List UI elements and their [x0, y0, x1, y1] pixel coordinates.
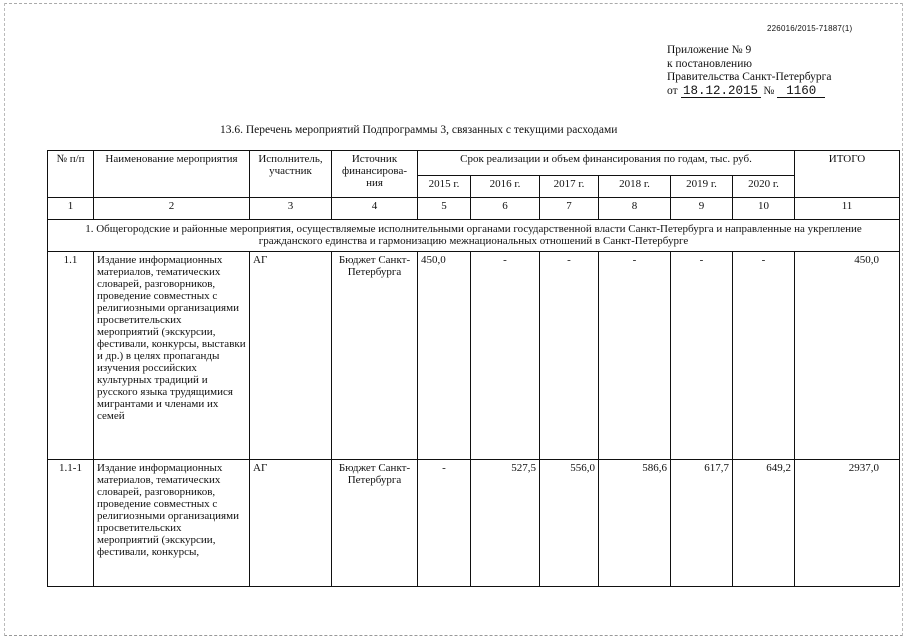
- row-executor: АГ: [250, 460, 332, 587]
- row-value-2017: 556,0: [540, 460, 599, 587]
- row-name: Издание информационных материалов, тематических словарей, разговорников, проведение совместных с религиозными организациями просветительских мероприятий (экскурсии, фестивали, конкурсы, выставки и др.) в целях пропаганды изучения российских культурных традиций и русского языка трудящимися мигрантами и членами их семей: [94, 252, 250, 460]
- section-title: 1. Общегородские и районные мероприятия, осуществляемые исполнительными органами государственной власти Санкт-Петербурга и направленные на укрепление гражданского единства и гармонизацию межнациональных отношений в Санкт-Петербурге: [48, 220, 900, 252]
- header-year-2017: 2017 г.: [540, 176, 599, 198]
- header-year-2016: 2016 г.: [471, 176, 540, 198]
- header-source: Источник финансирова-ния: [332, 151, 418, 198]
- appendix-prefix: от: [667, 84, 678, 97]
- row-num: 1.1: [48, 252, 94, 460]
- table-row: [48, 252, 900, 460]
- header-name: Наименование мероприятия: [94, 151, 250, 198]
- document-id: 226016/2015-71887(1): [767, 24, 853, 33]
- row-value-2016: 527,5: [471, 460, 540, 587]
- row-name-cell: [94, 460, 250, 587]
- header-total: ИТОГО: [795, 151, 900, 198]
- row-value-2015: -: [418, 460, 471, 587]
- table-row: [48, 460, 900, 587]
- row-value-2018: -: [599, 252, 671, 460]
- appendix-block: [667, 44, 832, 98]
- column-number-row: [48, 198, 900, 220]
- section-row: [48, 220, 900, 252]
- col-number: 8: [599, 198, 671, 220]
- header-year-2020: 2020 г.: [733, 176, 795, 198]
- row-value-2020: 649,2: [733, 460, 795, 587]
- col-number: 1: [48, 198, 94, 220]
- col-number: 3: [250, 198, 332, 220]
- appendix-date-line: [667, 85, 832, 99]
- appendix-no-label: №: [763, 84, 775, 97]
- appendix-date: 18.12.2015: [681, 85, 761, 98]
- col-number: 9: [671, 198, 733, 220]
- row-name: Издание информационных материалов, тематических словарей, разговорников, проведение совместных с религиозными организациями просветительских мероприятий (экскурсии, фестивали, конкурсы,: [97, 462, 239, 558]
- appendix-line-3: Правительства Санкт-Петербурга: [667, 71, 832, 83]
- header-num: № п/п: [48, 151, 94, 198]
- col-number: 6: [471, 198, 540, 220]
- appendix-line-1: Приложение № 9: [667, 44, 752, 56]
- col-number: 2: [94, 198, 250, 220]
- row-executor: АГ: [250, 252, 332, 460]
- col-number: 4: [332, 198, 418, 220]
- activities-table: [47, 150, 900, 587]
- header-year-2019: 2019 г.: [671, 176, 733, 198]
- header-year-2015: 2015 г.: [418, 176, 471, 198]
- appendix-number: 1160: [777, 85, 825, 98]
- row-source: Бюджет Санкт-Петербурга: [332, 252, 418, 460]
- header-row-top: [48, 151, 900, 176]
- col-number: 11: [795, 198, 900, 220]
- row-source: Бюджет Санкт-Петербурга: [332, 460, 418, 587]
- header-year-2018: 2018 г.: [599, 176, 671, 198]
- col-number: 10: [733, 198, 795, 220]
- row-value-2015: 450,0: [418, 252, 471, 460]
- row-value-2018: 586,6: [599, 460, 671, 587]
- row-value-2016: -: [471, 252, 540, 460]
- col-number: 5: [418, 198, 471, 220]
- header-period: Срок реализации и объем финансирования по годам, тыс. руб.: [418, 151, 795, 176]
- row-value-2017: -: [540, 252, 599, 460]
- appendix-line-2: к постановлению: [667, 57, 752, 70]
- col-number: 7: [540, 198, 599, 220]
- row-total: 450,0: [795, 252, 900, 460]
- row-num: 1.1-1: [48, 460, 94, 587]
- row-value-2019: 617,7: [671, 460, 733, 587]
- header-executor: Исполнитель, участник: [250, 151, 332, 198]
- row-value-2019: -: [671, 252, 733, 460]
- row-value-2020: -: [733, 252, 795, 460]
- row-total: 2937,0: [795, 460, 900, 587]
- document-heading: 13.6. Перечень мероприятий Подпрограммы 3, связанных с текущими расходами: [220, 124, 618, 136]
